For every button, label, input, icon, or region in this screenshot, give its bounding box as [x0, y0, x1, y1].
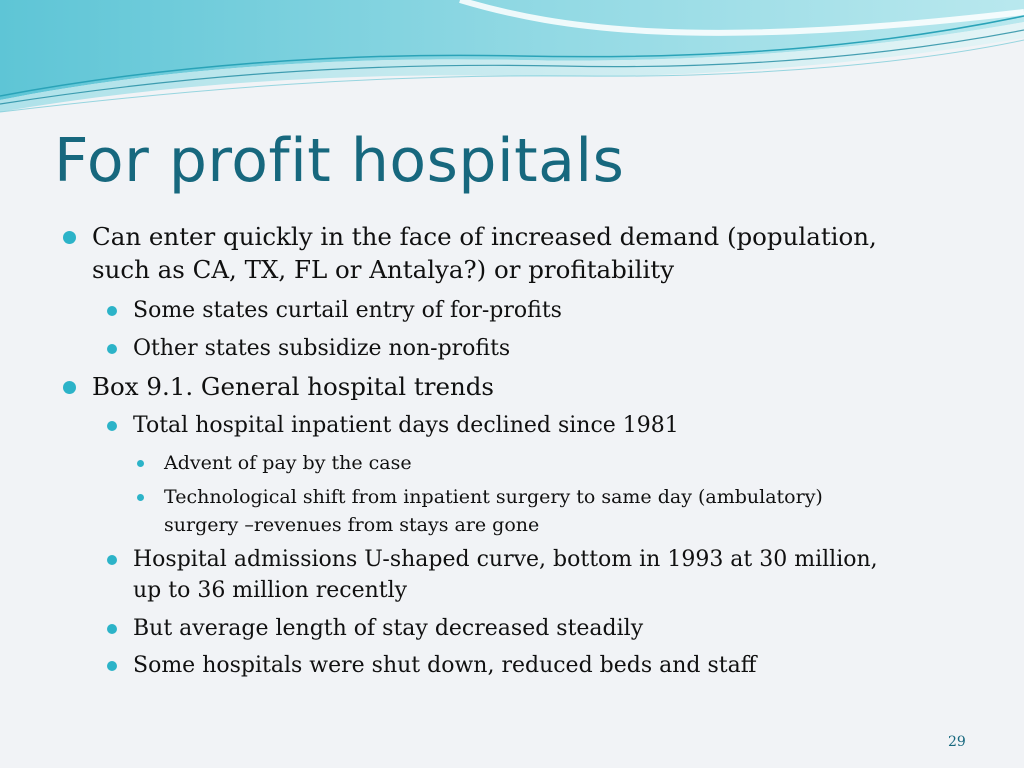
bullet-item [133, 410, 679, 441]
bullet-text-line: Some states curtail entry of for-profits [133, 298, 562, 323]
bullet-dot-icon [107, 624, 117, 634]
bullet-dot-icon [107, 661, 117, 671]
bullet-dot-icon [137, 494, 144, 501]
bullet-item [92, 370, 494, 403]
bullet-item [92, 220, 877, 286]
bullet-text-line: Hospital admissions U-shaped curve, bottom in 1993 at 30 million, [133, 547, 878, 572]
bullet-text-line: But average length of stay decreased steadily [133, 616, 644, 641]
bullet-text-line: such as CA, TX, FL or Antalya?) or profitability [92, 255, 675, 284]
bullet-item [133, 650, 756, 681]
bullet-item [133, 613, 643, 644]
decorative-wave-header [0, 0, 1024, 140]
bullet-text-line: up to 36 million recently [133, 578, 408, 603]
bullet-dot-icon [107, 306, 117, 316]
bullet-text-line: Box 9.1. General hospital trends [92, 372, 494, 401]
bullet-dot-icon [63, 381, 76, 394]
bullet-text-line: Technological shift from inpatient surgery to same day (ambulatory) [164, 486, 823, 508]
bullet-text-line: Can enter quickly in the face of increased demand (population, [92, 222, 877, 251]
bullet-dot-icon [63, 231, 76, 244]
bullet-item [133, 295, 562, 326]
bullet-dot-icon [137, 460, 144, 467]
bullet-text-line: surgery –revenues from stays are gone [164, 514, 540, 536]
bullet-text-line: Other states subsidize non-profits [133, 336, 511, 361]
bullet-text-line: Total hospital inpatient days declined since 1981 [133, 413, 679, 438]
bullet-text-line: Advent of pay by the case [164, 452, 412, 474]
bullet-item [164, 483, 823, 539]
bullet-dot-icon [107, 555, 117, 565]
bullet-item [133, 333, 510, 364]
bullet-text-line: Some hospitals were shut down, reduced beds and staff [133, 653, 757, 678]
slide-title: For profit hospitals [54, 126, 625, 196]
slide-number: 29 [948, 734, 966, 750]
bullet-dot-icon [107, 344, 117, 354]
bullet-item [164, 449, 412, 477]
bullet-item [133, 544, 878, 606]
bullet-dot-icon [107, 421, 117, 431]
